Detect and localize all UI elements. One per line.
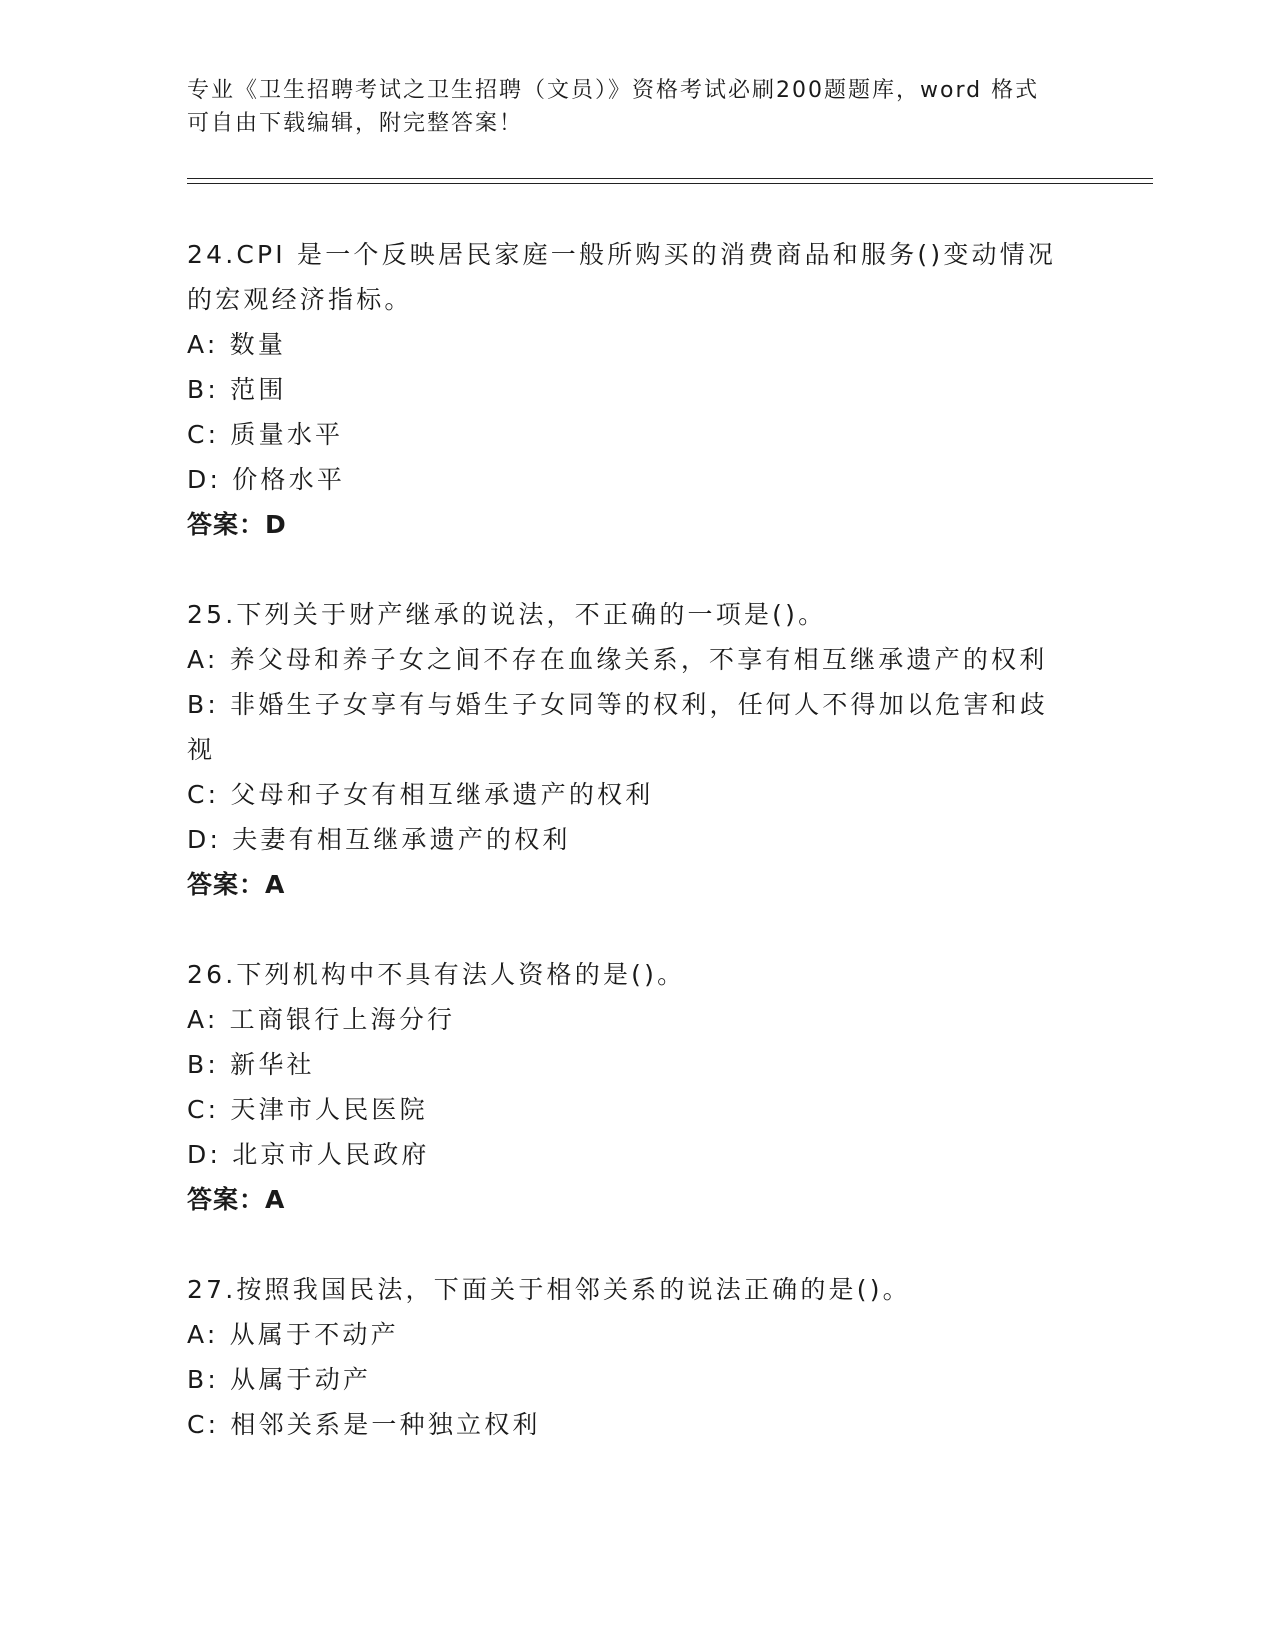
- stem-line: 27.按照我国民法，下面关于相邻关系的说法正确的是()。: [187, 1275, 911, 1304]
- stem-line: 的宏观经济指标。: [187, 285, 413, 314]
- question-stem: [187, 232, 1087, 322]
- option-d: D: 北京市人民政府: [187, 1140, 430, 1169]
- option-d: D: 夫妻有相互继承遗产的权利: [187, 825, 571, 854]
- option-c: C: 父母和子女有相互继承遗产的权利: [187, 780, 654, 809]
- option-b: B: 范围: [187, 375, 287, 404]
- header-divider-top: [187, 178, 1153, 179]
- option-c: C: 相邻关系是一种独立权利: [187, 1410, 541, 1439]
- option-d: D: 价格水平: [187, 465, 346, 494]
- question-26: [187, 952, 1087, 1223]
- answer-text: 答案：A: [187, 870, 286, 899]
- stem-line: 26.下列机构中不具有法人资格的是()。: [187, 960, 686, 989]
- option-a: A: 从属于不动产: [187, 1320, 399, 1349]
- question-27: [187, 1267, 1087, 1447]
- question-25: [187, 592, 1087, 908]
- stem-line: 25.下列关于财产继承的说法，不正确的一项是()。: [187, 600, 827, 629]
- header-divider-bottom: [187, 183, 1153, 184]
- option-b: B: 非婚生子女享有与婚生子女同等的权利，任何人不得加以危害和歧: [187, 690, 1048, 719]
- option-a: A: 数量: [187, 330, 287, 359]
- option-a: A: 工商银行上海分行: [187, 1005, 456, 1034]
- answer-text: 答案：A: [187, 1185, 286, 1214]
- answer-text: 答案：D: [187, 510, 287, 539]
- option-c: C: 质量水平: [187, 420, 344, 449]
- question-stem: [187, 952, 1087, 997]
- stem-line: 24.CPI 是一个反映居民家庭一般所购买的消费商品和服务()变动情况: [187, 240, 1057, 269]
- question-stem: [187, 1267, 1087, 1312]
- document-header: [187, 74, 1067, 140]
- option-b-continuation: 视: [187, 735, 216, 764]
- question-stem: [187, 592, 1087, 637]
- option-c: C: 天津市人民医院: [187, 1095, 428, 1124]
- option-a: A: 养父母和养子女之间不存在血缘关系，不享有相互继承遗产的权利: [187, 645, 1048, 674]
- question-24: [187, 232, 1087, 548]
- header-line-1: 专业《卫生招聘考试之卫生招聘（文员）》资格考试必刷200题题库，word 格式: [187, 78, 1040, 103]
- question-list: [187, 232, 1087, 1491]
- option-b: B: 新华社: [187, 1050, 315, 1079]
- option-b: B: 从属于动产: [187, 1365, 372, 1394]
- header-line-2: 可自由下载编辑，附完整答案！: [187, 111, 524, 136]
